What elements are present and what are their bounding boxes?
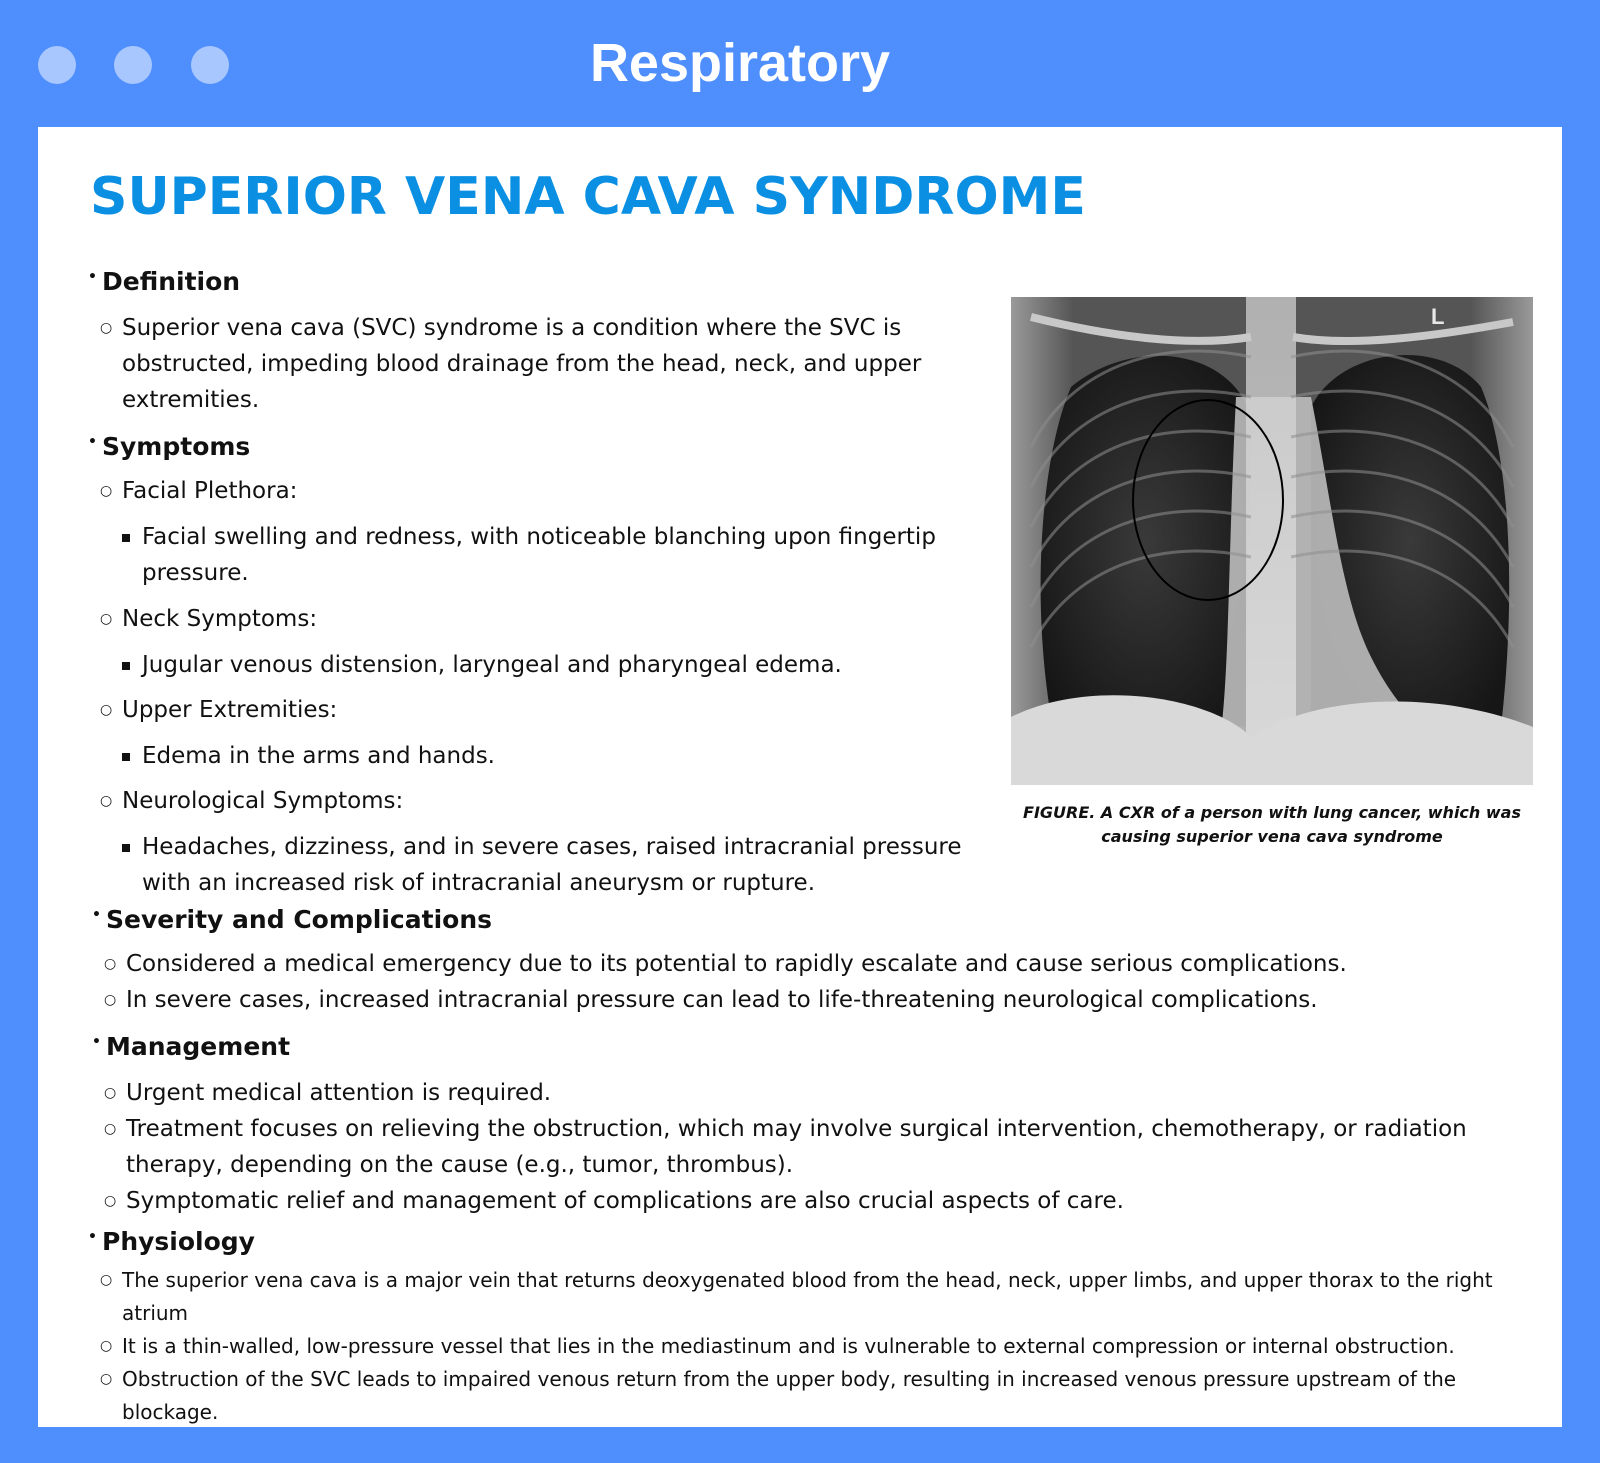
list-item: ○ Upper Extremities: bbox=[88, 692, 968, 728]
list-subitem: Edema in the arms and hands. bbox=[88, 738, 968, 774]
window-title: Respiratory bbox=[589, 33, 891, 93]
section-heading: • Physiology bbox=[88, 1227, 1548, 1256]
list-item: ○ Symptomatic relief and management of complications are also crucial aspects of care. bbox=[92, 1183, 1542, 1219]
physiology-section bbox=[88, 1227, 1548, 1429]
figure bbox=[1011, 297, 1533, 849]
list-item: ○ It is a thin-walled, low-pressure vessel that lies in the mediastinum and is vulnerable to external compression or internal obstruction. bbox=[88, 1330, 1548, 1363]
list-item: ○ Neurological Symptoms: bbox=[88, 783, 968, 819]
page-title: SUPERIOR VENA CAVA SYNDROME bbox=[90, 167, 1086, 227]
severity-section bbox=[92, 905, 1532, 1018]
management-section bbox=[92, 1032, 1542, 1219]
content-panel bbox=[38, 127, 1562, 1427]
symptoms-section bbox=[88, 432, 968, 901]
list-item: ○ Facial Plethora: bbox=[88, 473, 968, 509]
title-bar bbox=[0, 0, 1600, 127]
xray-side-marker: L bbox=[1431, 304, 1445, 329]
list-item: ○ Neck Symptoms: bbox=[88, 601, 968, 637]
list-item: ○ The superior vena cava is a major vein that returns deoxygenated blood from the head, neck, upper limbs, and upper thorax to the right atrium bbox=[88, 1264, 1548, 1330]
list-item: ○ Urgent medical attention is required. bbox=[92, 1075, 1542, 1111]
list-item: ○ Obstruction of the SVC leads to impaired venous return from the upper body, resulting in increased venous pressure upstream of the blockage. bbox=[88, 1363, 1548, 1429]
list-item: ○ Superior vena cava (SVC) syndrome is a condition where the SVC is obstructed, impeding blood drainage from the head, neck, and upper extremities. bbox=[88, 310, 938, 418]
list-item: ○ Considered a medical emergency due to its potential to rapidly escalate and cause serious complications. bbox=[92, 946, 1532, 982]
list-subitem: Headaches, dizziness, and in severe cases, raised intracranial pressure with an increased risk of intracranial aneurysm or rupture. bbox=[88, 829, 968, 901]
list-subitem: Jugular venous distension, laryngeal and pharyngeal edema. bbox=[88, 647, 968, 683]
list-subitem: Facial swelling and redness, with noticeable blanching upon fingertip pressure. bbox=[88, 519, 968, 591]
section-heading: • Management bbox=[92, 1032, 1542, 1061]
section-heading: • Definition bbox=[88, 267, 938, 296]
figure-caption: FIGURE. A CXR of a person with lung cancer, which was causing superior vena cava syndrome bbox=[1023, 803, 1521, 846]
section-heading: • Symptoms bbox=[88, 432, 968, 461]
chest-xray-image bbox=[1011, 297, 1533, 785]
list-item: ○ Treatment focuses on relieving the obstruction, which may involve surgical intervention, chemotherapy, or radiation therapy, depending on the cause (e.g., tumor, thrombus). bbox=[92, 1111, 1542, 1183]
definition-section bbox=[88, 267, 938, 418]
list-item: ○ In severe cases, increased intracranial pressure can lead to life-threatening neurological complications. bbox=[92, 982, 1532, 1018]
section-heading: • Severity and Complications bbox=[92, 905, 1532, 934]
